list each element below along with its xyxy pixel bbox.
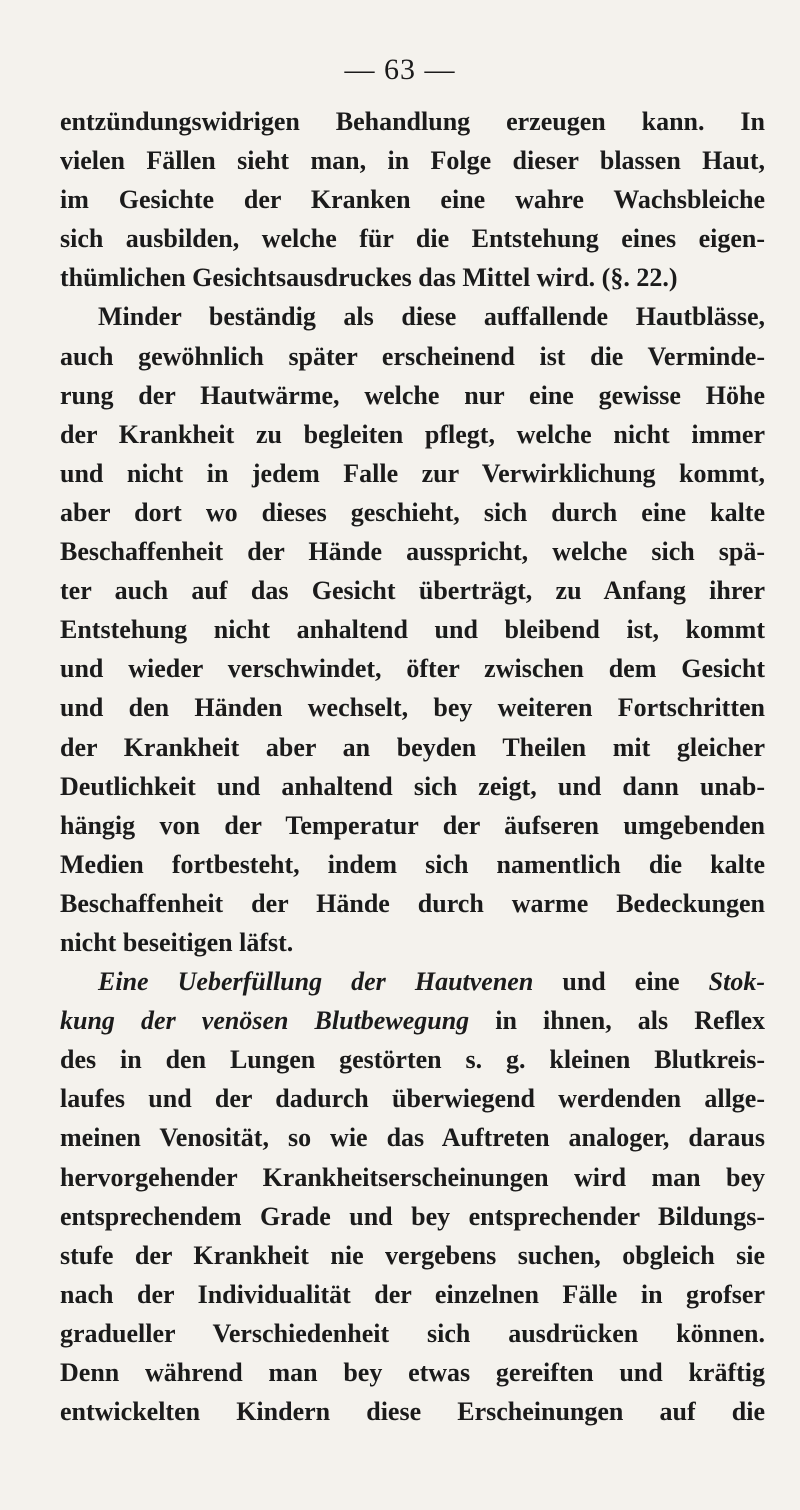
- text-line: [60, 1118, 765, 1157]
- text-line: [60, 297, 765, 336]
- text-line: [60, 1079, 765, 1118]
- italic-text: Eine Ueberfüllung der Hautvenen: [98, 967, 534, 997]
- text-line: [60, 415, 765, 454]
- text-segment: und nicht in jedem Falle zur Verwirklichung kommt,: [60, 458, 765, 488]
- text-segment: hängig von der Temperatur der äufseren umgebenden: [60, 810, 765, 840]
- text-line: [60, 1392, 765, 1431]
- text-segment: und den Händen wechselt, bey weiteren Fortschritten: [60, 693, 765, 723]
- text-segment: Minder beständig als diese auffallende Hautblässe,: [98, 302, 765, 332]
- text-line: [60, 923, 765, 962]
- text-line: [60, 962, 765, 1001]
- text-line: [60, 141, 765, 180]
- text-line: [60, 767, 765, 806]
- text-line: [60, 337, 765, 376]
- italic-text: kung der venösen Blutbewegung: [60, 1006, 470, 1036]
- text-segment: Entstehung nicht anhaltend und bleibend ist, kommt: [60, 615, 765, 645]
- text-line: [60, 180, 765, 219]
- text-line: [60, 376, 765, 415]
- text-line: [60, 884, 765, 923]
- text-segment: gradueller Verschiedenheit sich ausdrücken können.: [60, 1318, 765, 1348]
- text-segment: entzündungswidrigen Behandlung erzeugen kann. In: [60, 107, 765, 136]
- text-segment: hervorgehender Krankheitserscheinungen wird man bey: [60, 1162, 765, 1192]
- text-line: [60, 1040, 765, 1079]
- text-segment: meinen Venosität, so wie das Auftreten analoger, daraus: [60, 1123, 765, 1153]
- page-number: — 63 —: [344, 53, 456, 86]
- text-segment: ter auch auf das Gesicht überträgt, zu Anfang ihrer: [60, 576, 765, 606]
- text-segment: thümlichen Gesichtsausdruckes das Mittel wird. (§. 22.): [60, 263, 678, 293]
- text-segment: in ihnen, als Reflex: [469, 1006, 765, 1036]
- text-segment: im Gesichte der Kranken eine wahre Wachsbleiche: [60, 185, 765, 215]
- text-line: [60, 219, 765, 258]
- text-segment: und eine: [533, 967, 709, 997]
- text-line: [60, 806, 765, 845]
- text-line: [60, 1001, 765, 1040]
- text-line: [60, 1197, 765, 1236]
- text-segment: stufe der Krankheit nie vergebens suchen, obgleich sie: [60, 1240, 765, 1270]
- text-line: [60, 454, 765, 493]
- text-line: [60, 258, 765, 297]
- text-segment: der Krankheit aber an beyden Theilen mit gleicher: [60, 732, 765, 762]
- text-segment: Deutlichkeit und anhaltend sich zeigt, und dann unab-: [60, 771, 765, 801]
- text-line: [60, 102, 765, 141]
- text-line: [60, 1275, 765, 1314]
- text-segment: der Krankheit zu begleiten pflegt, welche nicht immer: [60, 419, 765, 449]
- text-segment: nicht beseitigen läfst.: [60, 927, 294, 957]
- text-segment: entsprechendem Grade und bey entsprechender Bildungs-: [60, 1201, 765, 1231]
- text-line: [60, 1236, 765, 1275]
- italic-text: Stok-: [708, 967, 765, 997]
- text-segment: aber dort wo dieses geschieht, sich durch eine kalte: [60, 497, 765, 527]
- text-segment: vielen Fällen sieht man, in Folge dieser blassen Haut,: [60, 146, 765, 176]
- text-segment: Denn während man bey etwas gereiften und kräftig: [60, 1358, 765, 1387]
- text-segment: Beschaffenheit der Hände durch warme Bedeckungen: [60, 888, 765, 918]
- text-line: [60, 688, 765, 727]
- text-segment: sich ausbilden, welche für die Entstehung eines eigen-: [60, 224, 765, 254]
- text-segment: rung der Hautwärme, welche nur eine gewisse Höhe: [60, 380, 765, 410]
- text-segment: auch gewöhnlich später erscheinend ist die Verminde-: [60, 341, 765, 371]
- text-segment: Beschaffenheit der Hände ausspricht, welche sich spä-: [60, 537, 765, 567]
- text-line: [60, 493, 765, 532]
- text-line: [60, 571, 765, 610]
- text-line: [60, 1353, 765, 1392]
- text-segment: des in den Lungen gestörten s. g. kleinen Blutkreis-: [60, 1045, 765, 1075]
- text-line: [60, 845, 765, 884]
- text-line: [60, 532, 765, 571]
- text-line: [60, 728, 765, 767]
- text-segment: entwickelten Kindern diese Erscheinungen auf die: [60, 1397, 765, 1427]
- body-text: [60, 102, 765, 1431]
- text-segment: Medien fortbesteht, indem sich namentlich die kalte: [60, 849, 765, 879]
- text-line: [60, 1314, 765, 1353]
- text-segment: und wieder verschwindet, öfter zwischen dem Gesicht: [60, 654, 765, 684]
- text-line: [60, 610, 765, 649]
- text-line: [60, 1158, 765, 1197]
- text-line: [60, 649, 765, 688]
- text-segment: laufes und der dadurch überwiegend werdenden allge-: [60, 1084, 765, 1114]
- text-segment: nach der Individualität der einzelnen Fälle in grofser: [60, 1279, 765, 1309]
